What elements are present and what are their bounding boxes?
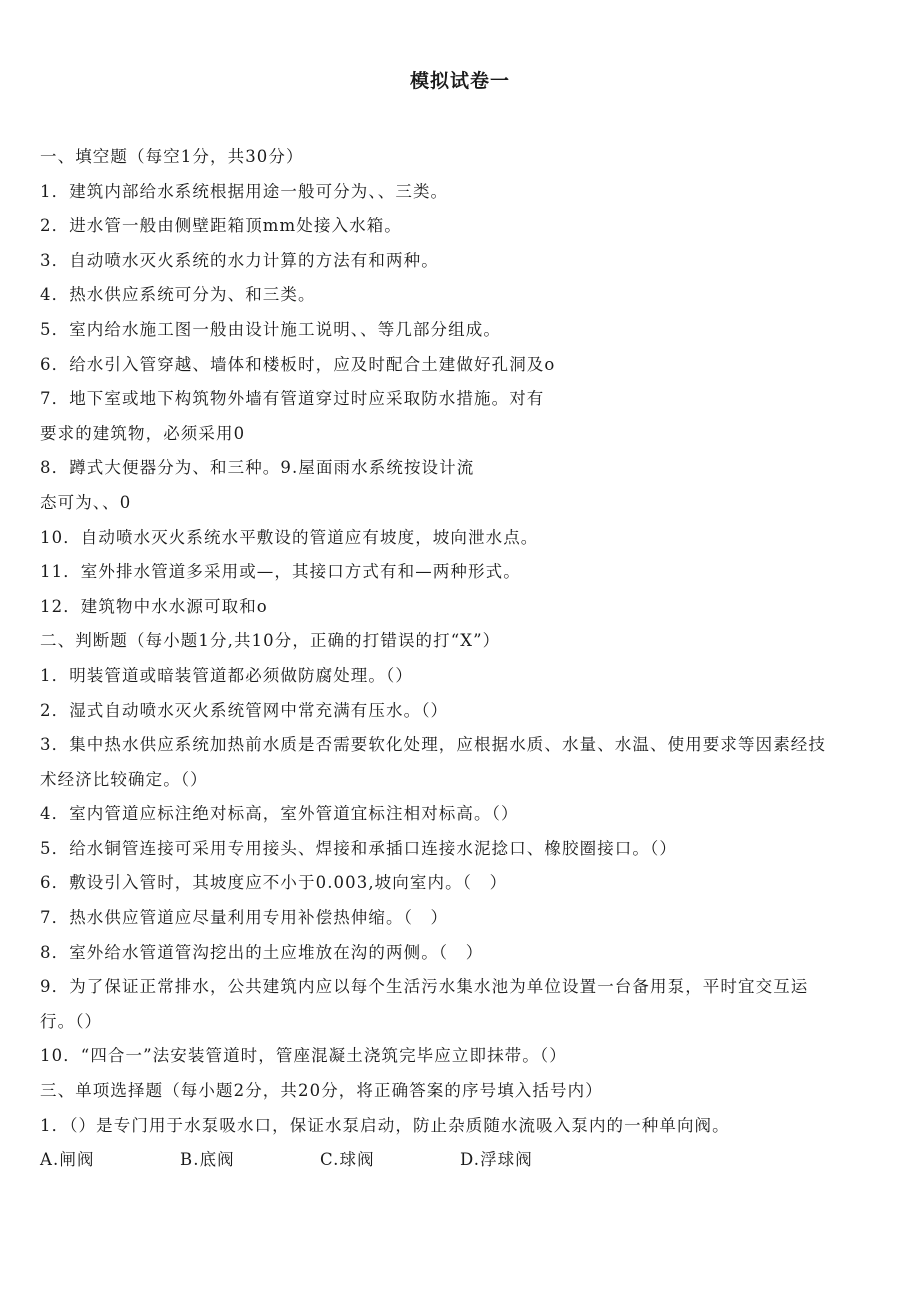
question-line: 12．建筑物中水水源可取和o (40, 596, 268, 616)
question-line: 10．自动喷水灭火系统水平敷设的管道应有坡度，坡向泄水点。 (40, 527, 539, 547)
option-d: D.浮球阀 (460, 1150, 533, 1170)
question-line: 术经济比较确定。（） (40, 769, 208, 789)
question-line: 1．建筑内部给水系统根据用途一般可分为、、三类。 (40, 181, 449, 201)
section-true-false-heading: 二、判断题（每小题1分,共10分，正确的打错误的打“X”） (40, 631, 501, 651)
option-c: C.球阀 (320, 1150, 375, 1170)
question-line: 7．热水供应管道应尽量利用专用补偿热伸缩。（ ） (40, 908, 449, 928)
question-line: 6．给水引入管穿越、墙体和楼板时，应及时配合土建做好孔洞及o (40, 354, 556, 374)
question-line: 11．室外排水管道多采用或—，其接口方式有和—两种形式。 (40, 562, 521, 582)
question-line: 7．地下室或地下构筑物外墙有管道穿过时应采取防水措施。对有 (40, 389, 545, 409)
question-line: 态可为、、0 (40, 492, 132, 512)
option-a: A.闸阀 (40, 1150, 95, 1170)
question-line: 2．湿式自动喷水灭火系统管网中常充满有压水。（） (40, 700, 449, 720)
question-line: 2．进水管一般由侧壁距箱顶mm处接入水箱。 (40, 216, 402, 236)
question-line: 3．集中热水供应系统加热前水质是否需要软化处理，应根据水质、水量、水温、使用要求等因素经技 (40, 735, 826, 755)
option-b: B.底阀 (180, 1150, 235, 1170)
question-line: 要求的建筑物，必须采用0 (40, 423, 246, 443)
question-line: 行。（） (40, 1011, 103, 1031)
question-line: 8．蹲式大便器分为、和三种。9.屋面雨水系统按设计流 (40, 458, 475, 478)
question-line: 9．为了保证正常排水，公共建筑内应以每个生活污水集水池为单位设置一台备用泵，平时宜交互运 (40, 977, 809, 997)
question-line: 3．自动喷水灭火系统的水力计算的方法有和两种。 (40, 250, 439, 270)
page-title: 模拟试卷一 (409, 70, 510, 92)
question-line: 5．室内给水施工图一般由设计施工说明、、等几部分组成。 (40, 319, 501, 339)
question-line: 4．室内管道应标注绝对标高，室外管道宜标注相对标高。（） (40, 804, 519, 824)
question-line: 6．敷设引入管时，其坡度应不小于0.003,坡向室内。（ ） (40, 873, 508, 893)
question-line: 1．（）是专门用于水泵吸水口，保证水泵启动，防止杂质随水流吸入泵内的一种单向阀。 (40, 1115, 730, 1135)
question-line: 5．给水铜管连接可采用专用接头、焊接和承插口连接水泥捻口、橡胶圈接口。（） (40, 838, 677, 858)
exam-content (40, 140, 880, 1178)
question-line: 8．室外给水管道管沟挖出的土应堆放在沟的两侧。（ ） (40, 942, 484, 962)
choice-options (40, 1143, 880, 1178)
question-line: 10．“四合一”法安装管道时，管座混凝土浇筑完毕应立即抹带。（） (40, 1046, 567, 1066)
section-single-choice-heading: 三、单项选择题（每小题2分，共20分，将正确答案的序号填入括号内） (40, 1081, 603, 1101)
question-line: 4．热水供应系统可分为、和三类。 (40, 285, 316, 305)
section-fill-blank-heading: 一、填空题（每空1分，共30分） (40, 147, 304, 166)
question-line: 1．明装管道或暗装管道都必须做防腐处理。（） (40, 665, 413, 685)
